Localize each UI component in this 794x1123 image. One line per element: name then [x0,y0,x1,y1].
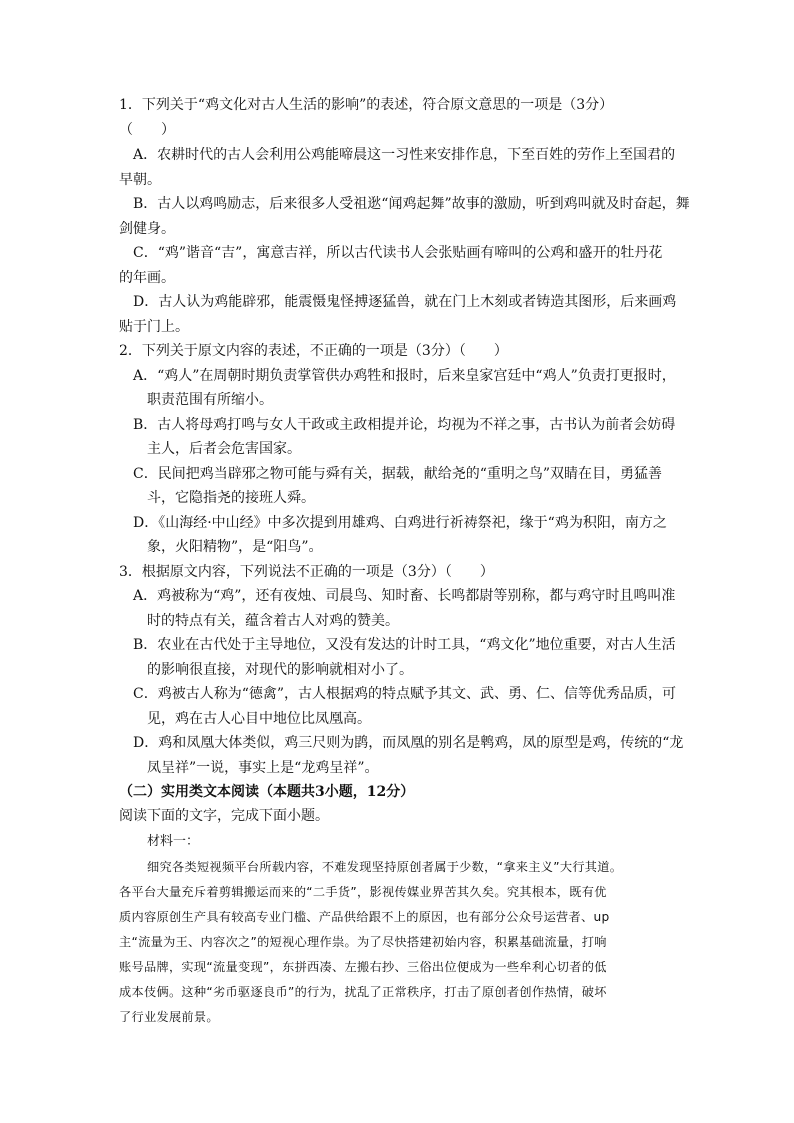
q3-option-c-cont: 见，鸡在古人心目中地位比凤凰高。 [147,711,371,727]
material-line: 各平台大量充斥着剪辑搬运而来的“二手货”，影视传媒业界苦其久矣。究其根本，既有优 [119,885,607,899]
q3-option-a-cont: 时的特点有关，蕴含着古人对鸡的赞美。 [147,613,399,629]
q1-option-b: B．古人以鸡鸣励志，后来很多人受祖逖“闻鸡起舞”故事的激励，听到鸡叫就及时奋起，舞 [133,196,690,212]
material-line: 了行业发展前景。 [119,1010,219,1024]
q3-option-b-cont: 的影响很直接，对现代的影响就相对小了。 [147,662,413,678]
q1-option-b-cont: 剑健身。 [119,221,175,237]
q3-option-a: A．鸡被称为“鸡”，还有夜烛、司晨鸟、知时畜、长鸣都尉等别称，都与鸡守时且鸣叫准 [133,588,676,604]
material-line: 主“流量为王、内容次之”的短视心理作祟。为了尽快搭建初始内容，积累基础流量，打响 [119,935,607,949]
material-line: 账号品牌，实现“流量变现”，东拼西凑、左搬右抄、三俗出位便成为一些牟利心切者的低 [119,960,607,974]
q2-option-c: C．民间把鸡当辟邪之物可能与舜有关，据载，献给尧的“重明之鸟”双睛在目，勇猛善 [133,466,663,482]
q2-option-b: B．古人将母鸡打鸣与女人干政或主政相提并论，均视为不祥之事，古书认为前者会妨碍 [133,417,676,433]
q2-option-d: D．《山海经·中山经》中多次提到用雄鸡、白鸡进行祈祷祭祀，缘于“鸡为积阳，南方之 [133,515,667,531]
q1-answer-paren: （ ） [119,122,175,138]
material-line: 质内容原创生产具有较高专业门槛、产品供给跟不上的原因，也有部分公众号运营者、up [119,910,610,924]
q1-option-d: D．古人认为鸡能辟邪，能震慑鬼怪搏逐猛兽，就在门上木刻或者铸造其图形，后来画鸡 [133,294,677,310]
material-line: 细究各类短视频平台所载内容，不难发现坚持原创者属于少数，“拿来主义”大行其道。 [147,860,623,874]
section-instruction: 阅读下面的文字，完成下面小题。 [119,808,329,824]
q1-option-a-cont: 早朝。 [119,172,161,188]
q3-stem: 3．根据原文内容，下列说法不正确的一项是（3分）（ ） [119,564,494,580]
material-label: 材料一： [147,834,200,849]
q1-option-d-cont: 贴于门上。 [119,319,189,335]
q2-option-c-cont: 斗，它隐指尧的接班人舜。 [147,490,315,506]
q2-option-b-cont: 主人，后者会危害国家。 [147,441,301,457]
q1-option-c: C．“鸡”谐音“吉”，寓意吉祥，所以古代读书人会张贴画有啼叫的公鸡和盛开的牡丹花 [133,245,663,261]
q3-option-b: B．农业在古代处于主导地位，又没有发达的计时工具，“鸡文化”地位重要，对古人生活 [133,637,676,653]
q3-option-c: C．鸡被古人称为“德禽”，古人根据鸡的特点赋予其文、武、勇、仁、信等优秀品质，可 [133,686,677,702]
q2-option-d-cont: 象，火阳精物”，是“阳鸟”。 [147,539,323,555]
q1-option-c-cont: 的年画。 [119,270,175,286]
q1-stem: 1．下列关于“鸡文化对古人生活的影响”的表述，符合原文意思的一项是（3分） [119,97,614,113]
q2-stem: 2．下列关于原文内容的表述，不正确的一项是（3分）（ ） [119,343,508,359]
q2-option-a: A．“鸡人”在周朝时期负责掌管供办鸡牲和报时，后来皇家宫廷中“鸡人”负责打更报时， [133,368,676,384]
q3-option-d-cont: 凤呈祥”一说，事实上是“龙鸡呈祥”。 [147,760,379,776]
q2-option-a-cont: 职责范围有所缩小。 [147,392,273,408]
material-line: 成本伎俩。这种“劣币驱逐良币”的行为，扰乱了正常秩序，打击了原创者创作热情，破坏 [119,985,607,999]
section-title: （二）实用类文本阅读（本题共3小题，12分） [119,784,415,800]
q1-option-a: A．农耕时代的古人会利用公鸡能啼晨这一习性来安排作息，下至百姓的劳作上至国君的 [133,147,676,163]
q3-option-d: D．鸡和凤凰大体类似，鸡三尺则为鹍，而凤凰的别名是鹎鸡，凤的原型是鸡，传统的“龙 [133,735,684,751]
